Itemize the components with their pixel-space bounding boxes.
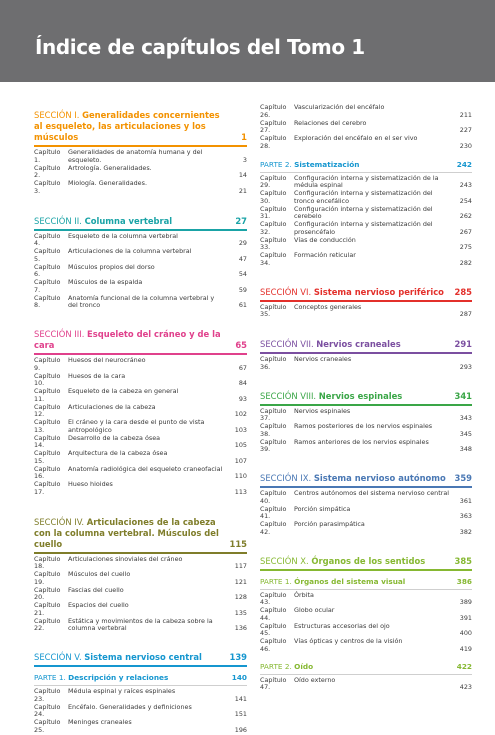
chapter-title: Fascias del cuello — [68, 585, 124, 594]
chapter-entry[interactable] — [260, 623, 472, 639]
section-heading[interactable] — [34, 329, 247, 355]
section-block — [260, 556, 472, 571]
chapter-entry[interactable] — [34, 450, 247, 466]
chapter-entry[interactable] — [260, 490, 472, 506]
chapter-page-number: 29 — [238, 239, 247, 248]
section-heading[interactable] — [260, 556, 472, 571]
chapter-page-number: 113 — [234, 487, 247, 496]
page-title: Índice de capítulos del Tomo 1 — [35, 35, 365, 59]
part-page-number: 422 — [456, 661, 472, 671]
section-number: SECCIÓN I. — [34, 110, 83, 120]
chapter-entry[interactable] — [34, 264, 247, 280]
chapter-page-number: 267 — [459, 227, 472, 236]
chapter-number: Capítulo 13. — [34, 418, 61, 434]
chapter-entry[interactable] — [260, 190, 472, 206]
chapter-title: Vías de conducción — [294, 235, 356, 244]
chapter-number: Capítulo 7. — [34, 278, 61, 294]
part-divider — [260, 172, 472, 173]
chapter-page-number: 84 — [238, 379, 247, 388]
chapter-entry[interactable] — [260, 120, 472, 136]
chapter-list — [260, 304, 472, 320]
chapter-page-number: 391 — [459, 613, 472, 622]
chapter-page-number: 243 — [459, 181, 472, 190]
toc-right-column — [260, 104, 472, 692]
chapter-number: Capítulo 18. — [34, 554, 61, 571]
section-page-number: 1 — [241, 132, 247, 142]
chapter-number: Capítulo 26. — [260, 103, 287, 119]
chapter-number: Capítulo 30. — [260, 189, 287, 205]
part-number: PARTE 2. — [260, 661, 295, 671]
section-block — [34, 517, 247, 634]
chapter-page-number: 400 — [459, 629, 472, 638]
section-number: SECCIÓN VI. — [260, 286, 314, 297]
section-page-number: 359 — [454, 473, 472, 483]
part-heading[interactable] — [260, 160, 472, 170]
chapter-page-number: 59 — [238, 285, 247, 294]
chapter-number: Capítulo 29. — [260, 173, 287, 190]
chapter-number: Capítulo 1. — [34, 148, 61, 164]
chapter-title: Oído externo — [294, 675, 336, 684]
chapter-title: Nervios espinales — [294, 406, 351, 415]
chapter-title: Nervios craneales — [294, 355, 352, 363]
chapter-number: Capítulo 38. — [260, 422, 287, 438]
section-title — [260, 473, 472, 484]
chapter-list — [260, 677, 472, 693]
chapter-number: Capítulo 5. — [34, 247, 61, 263]
chapter-number: Capítulo 34. — [260, 251, 287, 267]
chapter-title: Generalidades de anatomía humana y del esqueleto. — [68, 148, 203, 164]
chapter-entry[interactable] — [34, 180, 247, 196]
chapter-list — [34, 556, 247, 634]
chapter-title: Esqueleto de la columna vertebral — [68, 231, 178, 240]
chapter-number: Capítulo 3. — [34, 179, 61, 195]
section-page-number: 139 — [229, 652, 247, 662]
section-heading[interactable] — [260, 473, 472, 488]
chapter-entry[interactable] — [260, 607, 472, 623]
chapter-entry[interactable] — [260, 521, 472, 537]
section-page-number: 65 — [235, 340, 247, 350]
chapter-number: Capítulo 19. — [34, 570, 61, 586]
chapter-number: Capítulo 6. — [34, 262, 61, 279]
chapter-page-number: 135 — [234, 608, 247, 617]
chapter-entry[interactable] — [34, 719, 247, 735]
chapter-number: Capítulo 12. — [34, 402, 61, 419]
section-title — [34, 110, 247, 143]
chapter-title: Configuración interna y sistematización del prosencéfalo — [294, 220, 433, 236]
chapter-entry[interactable] — [260, 252, 472, 268]
chapter-entry[interactable] — [34, 602, 247, 618]
chapter-entry[interactable] — [260, 206, 472, 222]
section-block — [34, 652, 247, 667]
chapter-page-number: 141 — [234, 694, 247, 703]
chapter-list — [260, 356, 472, 372]
chapter-title: Configuración interna y sistematización de la médula espinal — [294, 173, 439, 190]
chapter-page-number: 54 — [238, 270, 247, 279]
section-block — [34, 110, 247, 196]
chapter-title: Conceptos generales — [294, 302, 362, 311]
section-name: Sistema nervioso central — [84, 652, 202, 662]
chapter-page-number: 382 — [459, 527, 472, 536]
section-title — [34, 329, 247, 351]
chapter-number: Capítulo 43. — [260, 590, 287, 607]
section-block — [260, 287, 472, 320]
section-heading[interactable] — [260, 287, 472, 302]
chapter-title: Porción parasimpática — [294, 520, 365, 528]
chapter-page-number: 128 — [234, 593, 247, 602]
chapter-entry[interactable] — [260, 104, 472, 120]
chapter-number: Capítulo 4. — [34, 231, 61, 248]
chapter-entry[interactable] — [34, 248, 247, 264]
chapter-number: Capítulo 21. — [34, 601, 61, 617]
section-name: Esqueleto del cráneo y de la cara — [34, 329, 221, 350]
chapter-title: Huesos de la cara — [68, 371, 126, 380]
chapter-title: Relaciones del cerebro — [294, 118, 367, 127]
chapter-list — [260, 408, 472, 455]
chapter-number: Capítulo 8. — [34, 293, 61, 310]
chapter-title: Músculos del cuello — [68, 570, 131, 578]
chapter-page-number: 21 — [238, 186, 247, 195]
chapter-entry[interactable] — [260, 592, 472, 608]
chapter-entry[interactable] — [34, 704, 247, 720]
section-name: Órganos de los sentidos — [311, 555, 426, 566]
chapter-entry[interactable] — [260, 237, 472, 253]
chapter-page-number: 93 — [238, 394, 247, 403]
chapter-number: Capítulo 41. — [260, 504, 287, 521]
chapter-title: Ramos anteriores de los nervios espinales — [294, 437, 429, 446]
chapter-number: Capítulo 17. — [34, 480, 61, 496]
chapter-number: Capítulo 47. — [260, 675, 287, 692]
chapter-list — [34, 688, 247, 735]
chapter-page-number: 136 — [234, 624, 247, 633]
section-name: Articulaciones de la cabeza con la columna vertebral. Músculos del cuello — [34, 516, 219, 549]
chapter-page-number: 67 — [238, 363, 247, 372]
section-page-number: 27 — [235, 215, 247, 226]
chapter-page-number: 275 — [459, 243, 472, 252]
section-number: SECCIÓN X. — [260, 555, 312, 566]
chapter-number: Capítulo 20. — [34, 585, 61, 602]
chapter-entry[interactable] — [260, 304, 472, 320]
chapter-page-number: 293 — [459, 362, 472, 371]
section-number: SECCIÓN IV. — [34, 516, 87, 527]
chapter-page-number: 107 — [234, 456, 247, 465]
chapter-entry[interactable] — [34, 481, 247, 497]
section-page-number: 115 — [229, 538, 247, 549]
section-page-number: 341 — [454, 390, 472, 401]
chapter-entry[interactable] — [34, 587, 247, 603]
chapter-entry[interactable] — [260, 439, 472, 455]
chapter-entry[interactable] — [34, 357, 247, 373]
part-number: PARTE 1. — [260, 576, 295, 586]
part-heading[interactable] — [260, 662, 472, 672]
part-block — [260, 662, 472, 693]
part-divider — [260, 674, 472, 675]
section-number: SECCIÓN IX. — [260, 473, 314, 483]
chapter-title: Globo ocular — [294, 606, 335, 614]
chapter-number: Capítulo 45. — [260, 621, 287, 638]
chapter-page-number: 287 — [459, 310, 472, 319]
part-divider — [34, 685, 247, 686]
chapter-page-number: 227 — [459, 126, 472, 135]
chapter-entry[interactable] — [34, 149, 247, 165]
section-name: Generalidades concernientes al esqueleto, las articulaciones y los músculos — [34, 110, 220, 142]
chapter-page-number: 105 — [234, 441, 247, 450]
chapter-page-number: 14 — [238, 171, 247, 180]
chapter-entry[interactable] — [34, 571, 247, 587]
chapter-page-number: 389 — [459, 598, 472, 607]
chapter-number: Capítulo 36. — [260, 355, 287, 371]
chapter-number: Capítulo 32. — [260, 220, 287, 236]
section-title — [260, 556, 472, 567]
chapter-entry[interactable] — [260, 221, 472, 237]
chapter-title: Configuración interna y sistematización del cerebelo — [294, 204, 433, 221]
chapter-page-number: 47 — [238, 254, 247, 263]
section-block — [34, 329, 247, 497]
chapter-title: Vascularización del encéfalo — [294, 103, 385, 111]
continuation-block — [260, 104, 472, 151]
part-block — [34, 673, 247, 735]
part-divider — [260, 589, 472, 590]
part-name: Sistematización — [294, 159, 360, 169]
chapter-page-number: 423 — [459, 683, 472, 692]
section-block — [260, 339, 472, 372]
chapter-entry[interactable] — [34, 373, 247, 389]
section-number: SECCIÓN III. — [34, 329, 88, 339]
chapter-number: Capítulo 42. — [260, 520, 287, 536]
part-number: PARTE 1. — [34, 673, 69, 682]
chapter-list — [34, 233, 247, 311]
chapter-number: Capítulo 44. — [260, 606, 287, 622]
chapter-page-number: 343 — [459, 414, 472, 423]
chapter-title: Arquitectura de la cabeza ósea — [68, 449, 168, 457]
section-name: Nervios espinales — [318, 390, 403, 401]
chapter-page-number: 262 — [459, 212, 472, 221]
part-heading[interactable] — [260, 577, 472, 587]
chapter-number: Capítulo 25. — [34, 718, 61, 734]
chapter-title: Espacios del cuello — [68, 601, 129, 609]
chapter-page-number: 211 — [459, 110, 472, 119]
chapter-number: Capítulo 31. — [260, 204, 287, 221]
chapter-entry[interactable] — [34, 556, 247, 572]
chapter-title: Vías ópticas y centros de la visión — [294, 637, 403, 645]
chapter-page-number: 230 — [459, 141, 472, 150]
section-block — [260, 473, 472, 537]
chapter-title: Esqueleto de la cabeza en general — [68, 387, 179, 395]
chapter-page-number: 61 — [238, 301, 247, 310]
chapter-entry[interactable] — [260, 638, 472, 654]
chapter-page-number: 110 — [234, 472, 247, 481]
section-name: Sistema nervioso autónomo — [313, 473, 446, 483]
chapter-entry[interactable] — [34, 466, 247, 482]
chapter-page-number: 361 — [459, 496, 472, 505]
chapter-list — [34, 149, 247, 196]
chapter-entry[interactable] — [34, 419, 247, 435]
part-number: PARTE 2. — [260, 159, 295, 169]
chapter-entry[interactable] — [34, 388, 247, 404]
chapter-number: Capítulo 35. — [260, 302, 287, 319]
chapter-entry[interactable] — [34, 618, 247, 634]
section-heading[interactable] — [34, 110, 247, 147]
chapter-list — [260, 592, 472, 654]
chapter-title: Músculos propios del dorso — [68, 262, 155, 271]
chapter-number: Capítulo 27. — [260, 118, 287, 135]
section-number: SECCIÓN VIII. — [260, 390, 319, 401]
chapter-entry[interactable] — [34, 279, 247, 295]
chapter-title: Formación reticular — [294, 251, 356, 259]
toc-left-column — [34, 104, 247, 735]
section-page-number: 285 — [454, 286, 472, 297]
chapter-page-number: 254 — [459, 196, 472, 205]
chapter-number: Capítulo 46. — [260, 637, 287, 653]
chapter-title: Exploración del encéfalo en el ser vivo — [294, 134, 418, 142]
chapter-page-number: 345 — [459, 429, 472, 438]
section-heading[interactable] — [260, 339, 472, 354]
chapter-number: Capítulo 37. — [260, 406, 287, 423]
chapter-number: Capítulo 15. — [34, 449, 61, 465]
section-title — [260, 339, 472, 350]
chapter-number: Capítulo 11. — [34, 387, 61, 403]
part-page-number: 242 — [456, 159, 472, 169]
chapter-page-number: 102 — [234, 410, 247, 419]
chapter-title: Configuración interna y sistematización del tronco encefálico — [294, 189, 433, 205]
chapter-title: Anatomía funcional de la columna vertebral y del tronco — [68, 293, 215, 310]
chapter-title: El cráneo y la cara desde el punto de vista antropológico — [68, 418, 205, 434]
chapter-number: Capítulo 22. — [34, 616, 61, 633]
chapter-title: Huesos del neurocráneo — [68, 356, 146, 364]
chapter-page-number: 363 — [459, 512, 472, 521]
chapter-list — [260, 104, 472, 151]
section-number: SECCIÓN II. — [34, 215, 85, 226]
section-number: SECCIÓN V. — [34, 652, 85, 662]
chapter-number: Capítulo 40. — [260, 489, 287, 505]
chapter-entry[interactable] — [34, 233, 247, 249]
chapter-title: Hueso hioides — [68, 480, 113, 488]
section-name: Columna vertebral — [84, 215, 173, 226]
chapter-page-number: 117 — [234, 562, 247, 571]
chapter-title: Encéfalo. Generalidades y definiciones — [68, 702, 192, 711]
chapter-title: Artrología. Generalidades. — [68, 163, 152, 172]
chapter-page-number: 121 — [234, 577, 247, 586]
page-header — [0, 0, 495, 82]
section-number: SECCIÓN VII. — [260, 339, 317, 349]
chapter-list — [260, 175, 472, 268]
chapter-entry[interactable] — [260, 356, 472, 372]
section-page-number: 385 — [454, 555, 472, 566]
part-page-number: 386 — [456, 576, 472, 586]
chapter-title: Anatomía radiológica del esqueleto craneofacial — [68, 464, 223, 473]
chapter-entry[interactable] — [34, 404, 247, 420]
chapter-title: Centros autónomos del sistema nervioso central — [294, 489, 450, 497]
chapter-number: Capítulo 33. — [260, 235, 287, 252]
chapter-entry[interactable] — [260, 677, 472, 693]
chapter-entry[interactable] — [260, 175, 472, 191]
section-title — [34, 652, 247, 663]
section-heading[interactable] — [34, 517, 247, 554]
chapter-title: Articulaciones de la cabeza — [68, 402, 156, 411]
chapter-entry[interactable] — [34, 435, 247, 451]
chapter-number: Capítulo 28. — [260, 134, 287, 150]
chapter-number: Capítulo 9. — [34, 356, 61, 372]
chapter-title: Meninges craneales — [68, 718, 132, 726]
section-title — [260, 287, 472, 298]
part-heading[interactable] — [34, 673, 247, 683]
chapter-number: Capítulo 16. — [34, 464, 61, 481]
section-block — [34, 216, 247, 311]
part-page-number: 140 — [231, 673, 247, 682]
chapter-title: Porción simpática — [294, 504, 351, 513]
chapter-list — [34, 357, 247, 497]
section-title — [34, 517, 247, 550]
part-name: Órganos del sistema visual — [294, 576, 406, 586]
chapter-number: Capítulo 23. — [34, 687, 61, 703]
chapter-title: Articulaciones de la columna vertebral — [68, 247, 192, 255]
section-name: Nervios craneales — [316, 339, 401, 349]
chapter-entry[interactable] — [34, 165, 247, 181]
section-heading[interactable] — [34, 216, 247, 231]
chapter-title: Médula espinal y raíces espinales — [68, 687, 176, 695]
chapter-title: Articulaciones sinoviales del cráneo — [68, 554, 183, 563]
chapter-title: Órbita — [294, 590, 314, 599]
chapter-entry[interactable] — [260, 408, 472, 424]
chapter-number: Capítulo 14. — [34, 433, 61, 450]
chapter-number: Capítulo 2. — [34, 163, 61, 180]
chapter-list — [260, 490, 472, 537]
section-title — [260, 391, 472, 402]
section-page-number: 291 — [454, 339, 472, 349]
part-block — [260, 160, 472, 268]
chapter-entry[interactable] — [260, 135, 472, 151]
chapter-entry[interactable] — [260, 423, 472, 439]
chapter-title: Ramos posteriores de los nervios espinales — [294, 422, 433, 430]
chapter-entry[interactable] — [34, 688, 247, 704]
chapter-page-number: 151 — [234, 710, 247, 719]
chapter-entry[interactable] — [260, 506, 472, 522]
section-heading[interactable] — [34, 652, 247, 667]
chapter-title: Músculos de la espalda — [68, 278, 143, 286]
chapter-page-number: 282 — [459, 258, 472, 267]
section-heading[interactable] — [260, 391, 472, 406]
part-name: Descripción y relaciones — [68, 673, 169, 682]
chapter-number: Capítulo 24. — [34, 702, 61, 719]
section-block — [260, 391, 472, 455]
section-title — [34, 216, 247, 227]
section-name: Sistema nervioso periférico — [313, 286, 444, 297]
chapter-page-number: 3 — [242, 155, 247, 164]
part-block — [260, 577, 472, 654]
chapter-title: Desarrollo de la cabeza ósea — [68, 433, 161, 442]
chapter-title: Estática y movimientos de la cabeza sobre la columna vertebral — [68, 616, 213, 633]
chapter-number: Capítulo 39. — [260, 437, 287, 454]
chapter-page-number: 103 — [234, 425, 247, 434]
chapter-page-number: 196 — [234, 725, 247, 734]
chapter-title: Estructuras accesorias del ojo — [294, 621, 390, 630]
chapter-title: Miología. Generalidades. — [68, 179, 147, 187]
chapter-page-number: 419 — [459, 644, 472, 653]
chapter-page-number: 348 — [459, 445, 472, 454]
chapter-entry[interactable] — [34, 295, 247, 311]
part-name: Oído — [294, 661, 314, 671]
chapter-number: Capítulo 10. — [34, 371, 61, 388]
